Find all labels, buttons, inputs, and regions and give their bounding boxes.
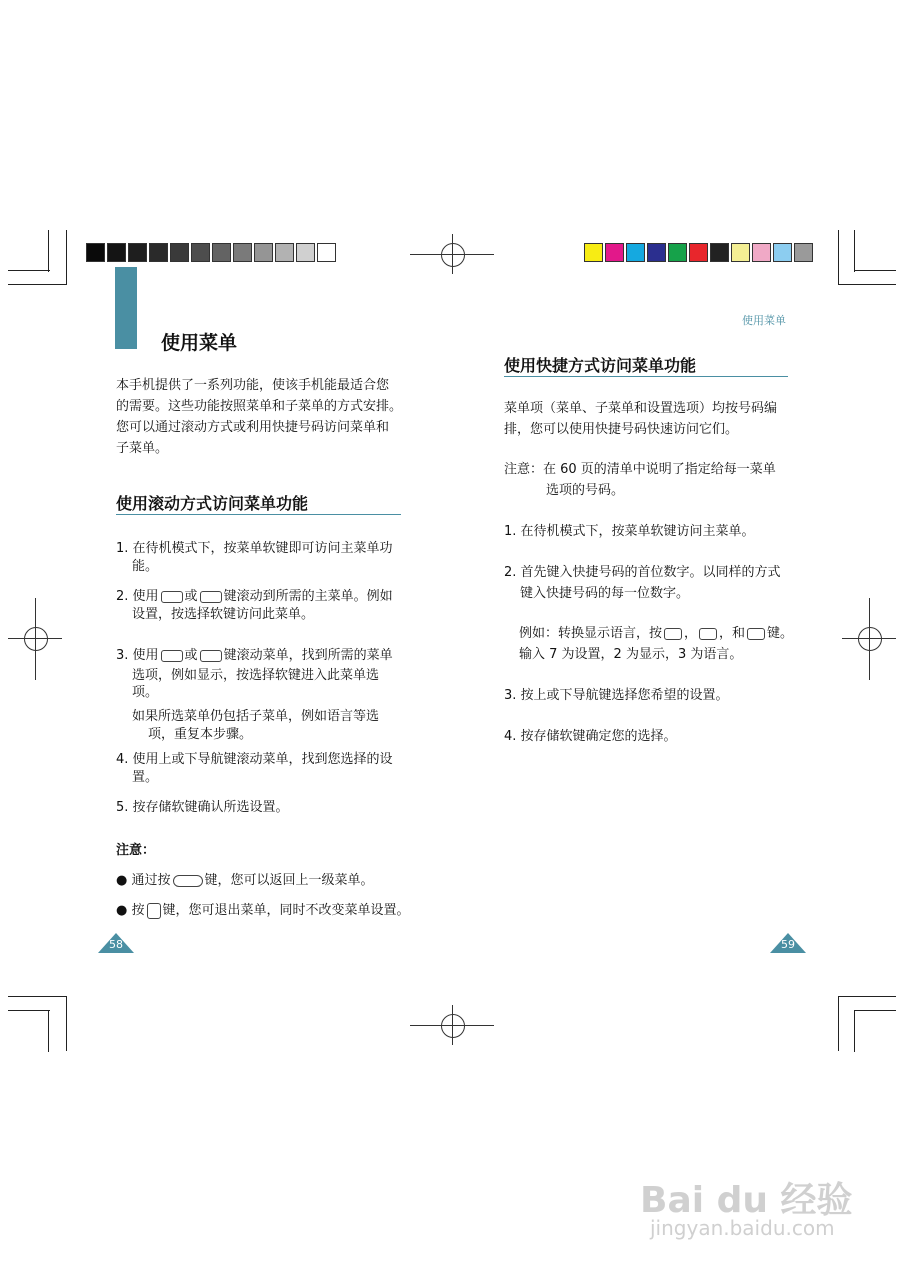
registration-mark-icon bbox=[858, 627, 882, 651]
text: 键。 bbox=[767, 626, 794, 641]
intro-paragraph bbox=[504, 398, 804, 440]
crop-mark bbox=[854, 1010, 855, 1052]
step-3: 3. 按上或下导航键选择您希望的设置。 bbox=[504, 688, 729, 703]
color-swatch bbox=[626, 243, 645, 262]
text: 键滚动到所需的主菜单。例如 bbox=[223, 589, 393, 604]
section-underline bbox=[116, 514, 401, 515]
example bbox=[519, 623, 809, 665]
color-swatch bbox=[668, 243, 687, 262]
registration-mark-icon bbox=[24, 627, 48, 651]
crop-mark bbox=[48, 1010, 49, 1052]
color-swatch bbox=[773, 243, 792, 262]
crop-mark bbox=[48, 230, 49, 272]
text-line: 能。 bbox=[132, 559, 159, 574]
step-1 bbox=[116, 538, 416, 574]
key-2-icon bbox=[699, 628, 717, 640]
crop-mark bbox=[8, 1010, 50, 1011]
crop-mark bbox=[8, 270, 50, 271]
text: 按 bbox=[131, 903, 145, 918]
crop-mark bbox=[66, 996, 67, 1051]
crop-mark bbox=[854, 230, 855, 272]
crop-mark bbox=[838, 284, 896, 285]
color-swatch bbox=[149, 243, 168, 262]
text-line: 排，您可以使用快捷号码快速访问它们。 bbox=[504, 422, 739, 437]
registration-line bbox=[869, 598, 870, 680]
chapter-accent-bar bbox=[115, 267, 137, 349]
text-line: 键入快捷号码的每一位数字。 bbox=[520, 586, 690, 601]
text-line: 设置，按选择软键访问此菜单。 bbox=[132, 607, 315, 622]
color-swatch bbox=[233, 243, 252, 262]
bullet-icon: ● bbox=[116, 873, 128, 888]
text-line: 注意：在 60 页的清单中说明了指定给每一菜单 bbox=[504, 462, 776, 477]
up-key-icon bbox=[161, 591, 183, 603]
text-line: 如果所选菜单仍包括子菜单，例如语言等选 bbox=[132, 709, 380, 724]
text: ， bbox=[684, 626, 698, 641]
bullet-icon: ● bbox=[116, 903, 128, 918]
step-4 bbox=[116, 749, 416, 785]
key-7-icon bbox=[664, 628, 682, 640]
intro-paragraph bbox=[116, 375, 416, 459]
section-title: 使用滚动方式访问菜单功能 bbox=[116, 494, 309, 513]
crop-mark bbox=[838, 996, 839, 1051]
text-line: 置。 bbox=[132, 770, 159, 785]
text-line: 项，重复本步骤。 bbox=[148, 727, 253, 742]
text: 键滚动菜单，找到所需的菜单 bbox=[223, 648, 393, 663]
text-line: 菜单项（菜单、子菜单和设置选项）均按号码编 bbox=[504, 401, 778, 416]
crop-mark bbox=[854, 1010, 896, 1011]
color-swatch bbox=[296, 243, 315, 262]
note bbox=[504, 459, 804, 501]
step-1: 1. 在待机模式下，按菜单软键访问主菜单。 bbox=[504, 524, 755, 539]
registration-line bbox=[452, 234, 453, 274]
color-swatch bbox=[107, 243, 126, 262]
note-label: 注意： bbox=[116, 843, 156, 858]
text-line: 的需要。这些功能按照菜单和子菜单的方式安排。 bbox=[116, 399, 403, 414]
crop-mark bbox=[8, 996, 66, 997]
text-line: 4. 使用上或下导航键滚动菜单，找到您选择的设 bbox=[116, 752, 393, 767]
chapter-title: 使用菜单 bbox=[161, 332, 238, 354]
text-line: 1. 在待机模式下，按菜单软键即可访问主菜单功 bbox=[116, 541, 393, 556]
crop-mark bbox=[854, 270, 896, 271]
bullet-item bbox=[116, 900, 416, 921]
registration-mark-icon bbox=[441, 1014, 465, 1038]
down-key-icon bbox=[200, 591, 222, 603]
bullet-item bbox=[116, 870, 416, 891]
text-line: 项。 bbox=[132, 685, 159, 700]
color-swatch bbox=[191, 243, 210, 262]
text-line: 选项的号码。 bbox=[546, 483, 625, 498]
down-key-icon bbox=[200, 650, 222, 662]
color-swatch bbox=[254, 243, 273, 262]
section-underline bbox=[504, 376, 788, 377]
text-line: 输入 7 为设置，2 为显示，3 为语言。 bbox=[519, 647, 743, 662]
text: ，和 bbox=[719, 626, 746, 641]
watermark-logo: Bai du 经验 bbox=[640, 1180, 853, 1221]
key-3-icon bbox=[747, 628, 765, 640]
text: 3. 使用 bbox=[116, 648, 159, 663]
text-line: 2. 首先键入快捷号码的首位数字。以同样的方式 bbox=[504, 565, 781, 580]
page-number: 58 bbox=[109, 938, 123, 951]
color-swatch bbox=[647, 243, 666, 262]
text: 键，您可以返回上一级菜单。 bbox=[204, 873, 374, 888]
color-swatch bbox=[317, 243, 336, 262]
watermark-url: jingyan.baidu.com bbox=[650, 1216, 835, 1240]
color-swatch bbox=[710, 243, 729, 262]
running-header: 使用菜单 bbox=[742, 314, 786, 327]
text: 例如：转换显示语言，按 bbox=[519, 626, 663, 641]
registration-mark-icon bbox=[441, 243, 465, 267]
step-3 bbox=[116, 645, 416, 700]
text: 通过按 bbox=[131, 873, 171, 888]
end-key-icon bbox=[147, 903, 161, 919]
clear-key-icon bbox=[173, 875, 203, 887]
text-line: 子菜单。 bbox=[116, 441, 169, 456]
color-swatch bbox=[752, 243, 771, 262]
crop-mark bbox=[838, 996, 896, 997]
process-color-bar bbox=[584, 243, 815, 262]
step-2 bbox=[116, 586, 416, 622]
color-swatch bbox=[731, 243, 750, 262]
text-line: 选项，例如显示，按选择软键进入此菜单选 bbox=[132, 668, 380, 683]
page-number: 59 bbox=[781, 938, 795, 951]
step-5: 5. 按存储软键确认所选设置。 bbox=[116, 800, 289, 815]
crop-mark bbox=[838, 230, 839, 285]
text: 或 bbox=[184, 648, 198, 663]
color-swatch bbox=[128, 243, 147, 262]
text: 或 bbox=[184, 589, 198, 604]
registration-line bbox=[35, 598, 36, 680]
gray-color-bar bbox=[86, 243, 338, 262]
crop-mark bbox=[8, 284, 66, 285]
crop-mark bbox=[66, 230, 67, 285]
section-title: 使用快捷方式访问菜单功能 bbox=[504, 356, 697, 375]
step-3-note bbox=[132, 706, 412, 742]
step-4: 4. 按存储软键确定您的选择。 bbox=[504, 729, 677, 744]
text: 键，您可退出菜单，同时不改变菜单设置。 bbox=[162, 903, 410, 918]
up-key-icon bbox=[161, 650, 183, 662]
color-swatch bbox=[275, 243, 294, 262]
text: 2. 使用 bbox=[116, 589, 159, 604]
text-line: 您可以通过滚动方式或利用快捷号码访问菜单和 bbox=[116, 420, 390, 435]
color-swatch bbox=[212, 243, 231, 262]
text-line: 本手机提供了一系列功能，使该手机能最适合您 bbox=[116, 378, 390, 393]
color-swatch bbox=[689, 243, 708, 262]
step-2 bbox=[504, 562, 804, 604]
color-swatch bbox=[794, 243, 813, 262]
color-swatch bbox=[86, 243, 105, 262]
color-swatch bbox=[584, 243, 603, 262]
color-swatch bbox=[605, 243, 624, 262]
color-swatch bbox=[170, 243, 189, 262]
registration-line bbox=[452, 1005, 453, 1045]
